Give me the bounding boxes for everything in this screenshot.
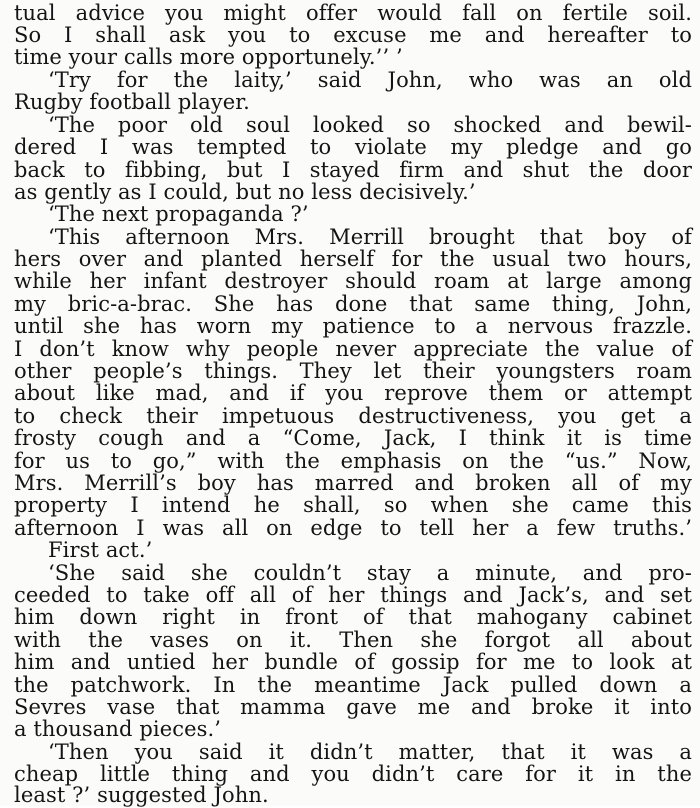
text-line: Sevres vase that mamma gave me and broke it into (14, 695, 692, 719)
text-line: dered I was tempted to violate my pledge and go (14, 135, 692, 159)
text-line: while her infant destroyer should roam at large among (14, 269, 692, 293)
text-line: I don’t know why people never appreciate the value of (14, 337, 692, 361)
text-line: property I intend he shall, so when she came this (14, 493, 692, 517)
text-line: ‘The poor old soul looked so shocked and bewil- (48, 113, 692, 137)
text-line: my bric-a-brac. She has done that same thing, John, (14, 292, 692, 316)
text-line: ‘This afternoon Mrs. Merrill brought that boy of (48, 225, 692, 249)
text-line: First act.’ (48, 538, 153, 562)
text-line: Mrs. Merrill’s boy has marred and broken all of my (14, 471, 692, 495)
text-line: So I shall ask you to excuse me and hereafter to (14, 23, 692, 47)
text-line: to check their impetuous destructiveness, you get a (14, 404, 692, 428)
text-line: Rugby football player. (14, 90, 250, 114)
text-line: the patchwork. In the meantime Jack pulled down a (14, 673, 692, 697)
text-line: cheap little thing and you didn’t care for it in the (14, 762, 692, 786)
text-line: him and untied her bundle of gossip for me to look at (14, 650, 692, 674)
text-line: ‘She said she couldn’t stay a minute, and pro- (48, 561, 692, 585)
text-line: him down right in front of that mahogany cabinet (14, 605, 692, 629)
text-line: afternoon I was all on edge to tell her a few truths.’ (14, 516, 692, 540)
text-line: other people’s things. They let their youngsters roam (14, 359, 692, 383)
text-line: ‘Then you said it didn’t matter, that it was a (48, 740, 692, 764)
text-line: ‘Try for the laity,’ said John, who was an old (48, 68, 692, 92)
text-line: ‘The next propaganda ?’ (48, 202, 309, 226)
text-line: with the vases on it. Then she forgot all about (14, 628, 692, 652)
text-line: ceeded to take off all of her things and Jack’s, and set (14, 583, 692, 607)
text-line: least ?’ suggested John. (14, 783, 269, 807)
text-line: back to fibbing, but I stayed firm and shut the door (14, 158, 692, 182)
text-line: a thousand pieces.’ (14, 717, 222, 741)
text-line: as gently as I could, but no less decisively.’ (14, 180, 476, 204)
text-line: hers over and planted herself for the usual two hours, (14, 247, 692, 271)
text-line: time your calls more opportunely.’’ ’ (14, 45, 403, 69)
text-line: for us to go,” with the emphasis on the “us.” Now, (14, 449, 692, 473)
text-line: until she has worn my patience to a nervous frazzle. (14, 314, 692, 338)
text-line: frosty cough and a “Come, Jack, I think it is time (14, 426, 692, 450)
text-line: tual advice you might offer would fall on fertile soil. (14, 1, 692, 25)
text-line: about like mad, and if you reprove them or attempt (14, 381, 692, 405)
